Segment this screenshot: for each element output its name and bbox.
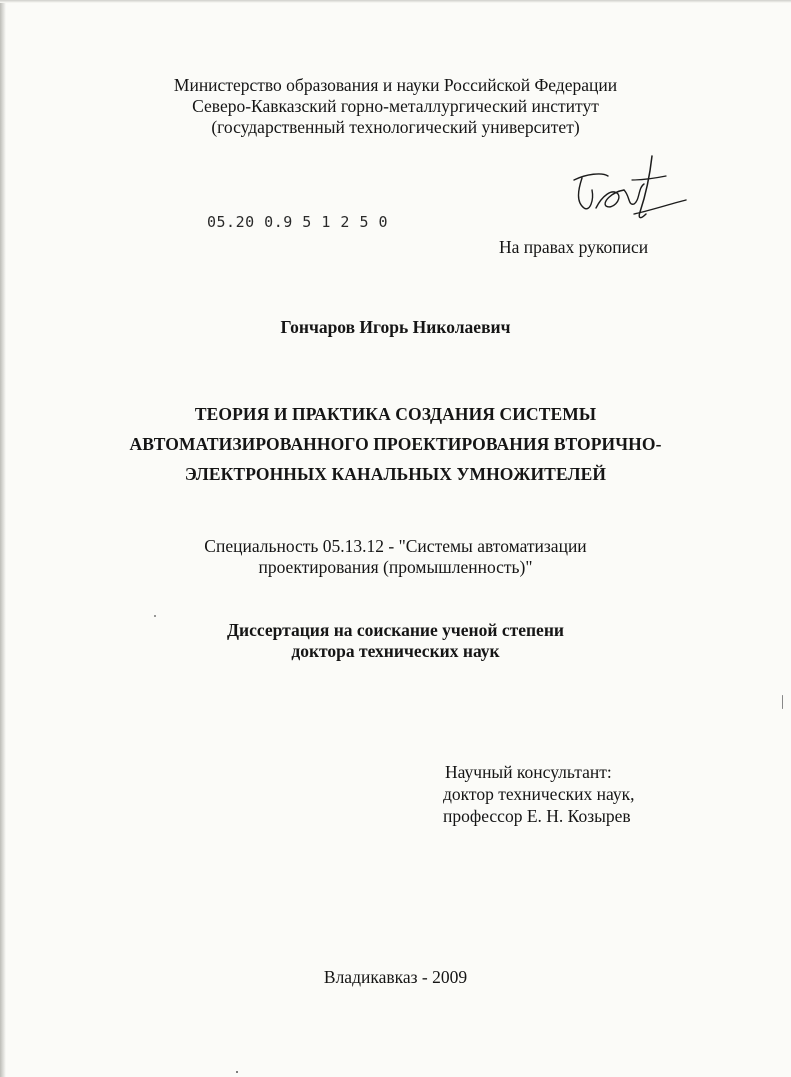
title-line: ТЕОРИЯ И ПРАКТИКА СОЗДАНИЯ СИСТЕМЫ (194, 404, 597, 424)
scientific-consultant (445, 761, 635, 827)
scan-speck (236, 1071, 238, 1073)
rights-note: На правах рукописи (499, 237, 649, 257)
scan-speck (782, 695, 783, 709)
specialty-line: Специальность 05.13.12 - "Системы автоматизации (204, 536, 587, 556)
title-line: АВТОМАТИЗИРОВАННОГО ПРОЕКТИРОВАНИЯ ВТОРИЧНО- (129, 434, 662, 454)
title-line: ЭЛЕКТРОННЫХ КАНАЛЬНЫХ УМНОЖИТЕЛЕЙ (184, 464, 607, 484)
registration-stamp: 05.20 0.9 5 1 2 5 0 (207, 213, 389, 231)
degree-line: доктора технических наук (291, 641, 500, 661)
consultant-heading: Научный консультант: (445, 762, 612, 782)
author-name: Гончаров Игорь Николаевич (280, 317, 511, 337)
dissertation-title (0, 399, 791, 489)
university-status-line: (государственный технологический университет) (211, 117, 580, 137)
degree-statement (0, 620, 791, 662)
consultant-name: профессор Е. Н. Козырев (443, 806, 631, 826)
institute-line: Северо-Кавказский горно-металлургический институт (192, 96, 599, 116)
specialty (0, 536, 791, 578)
handwritten-signature (568, 150, 690, 228)
specialty-line: проектирования (промышленность)" (258, 557, 533, 577)
ministry-header (0, 75, 791, 138)
degree-line: Диссертация на соискание ученой степени (227, 620, 564, 640)
consultant-degree: доктор технических наук, (443, 784, 635, 804)
scan-top-shadow (0, 0, 791, 3)
scan-speck (154, 615, 156, 617)
ministry-line: Министерство образования и науки Российской Федерации (173, 75, 618, 95)
city-year: Владикавказ - 2009 (323, 967, 468, 987)
